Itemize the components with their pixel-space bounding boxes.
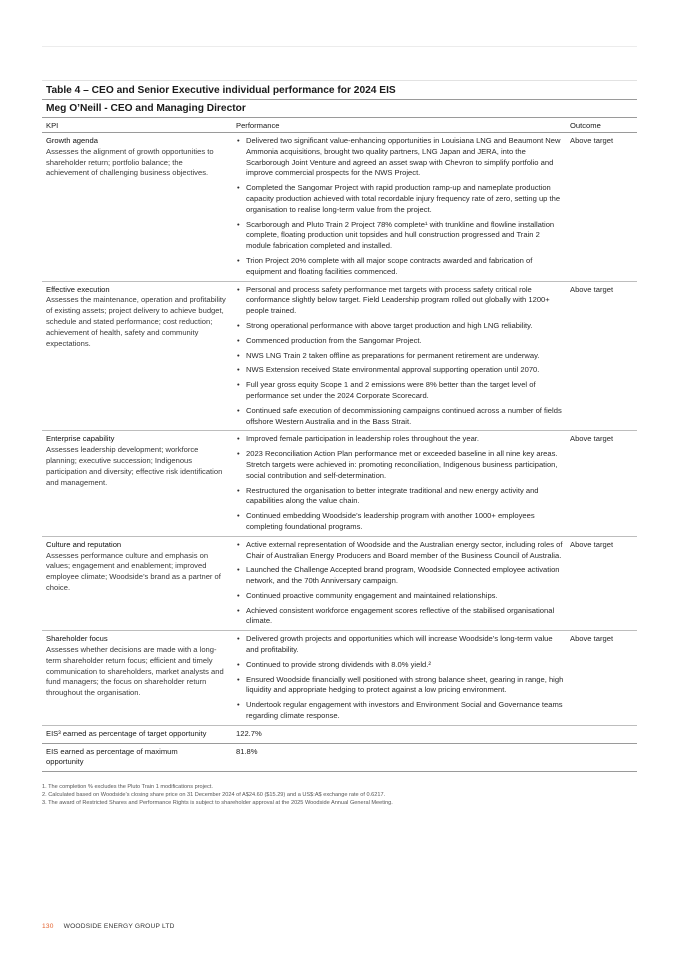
summary-blank [570,747,637,769]
summary-label: EIS³ earned as percentage of target opportunity [46,728,207,738]
performance-item: • Restructured the organisation to better integrate traditional and new energy activity and capabilities along the value chain. [236,486,564,508]
performance-item: • NWS LNG Train 2 taken offline as preparations for permanent retirement are underway. [236,351,564,362]
kpi-description: Assesses whether decisions are made with a long-term shareholder return focus; efficient and timely communication to shareholders, market analysts and fund managers; the focus on shareholder return throughout the organisation. [46,645,224,698]
footnote: 1. The completion % excludes the Pluto Train 1 modifications project. [42,784,213,791]
summary-blank [570,729,637,740]
table-row [42,133,637,282]
performance-list [236,434,564,532]
kpi-title: Enterprise capability [46,434,115,444]
header-kpi: KPI [46,121,59,130]
page-footer [42,923,175,930]
table-header [42,118,637,133]
outcome-cell: Above target [570,634,614,644]
performance-item: • Delivered growth projects and opportunities which will increase Woodside’s long-term value and profitability. [236,634,564,656]
outcome-cell: Above target [570,434,614,444]
footnote: 2. Calculated based on Woodside’s closing share price on 31 December 2024 of A$24.60 ($15.29) and a US$:A$ exchange rate of 0.6217. [42,792,386,799]
kpi-cell [42,540,236,628]
performance-cell [236,434,570,532]
performance-item: • NWS Extension received State environmental approval supporting operation until 2070. [236,365,564,376]
table-row [42,282,637,432]
kpi-description: Assesses performance culture and emphasis on values; engagement and enablement; improved employee climate; Woodside’s brand as a partner of choice. [46,550,221,592]
performance-item: • Personal and process safety performance met targets with process safety critical role conformance slightly below target. Field Leadership program rolled out globally with 1200+ people trained. [236,285,564,317]
performance-item: • Undertook regular engagement with investors and Environment Social and Governance teams regarding climate response. [236,700,564,722]
kpi-description: Assesses the alignment of growth opportunities to shareholder return; portfolio balance; the achievement of challenging business objectives. [46,146,214,178]
performance-item: • Ensured Woodside financially well positioned with strong balance sheet, gearing in range, high liquidity and appropriate hedging to protect against a low pricing environment. [236,675,564,697]
performance-item: • Delivered two significant value-enhancing opportunities in Louisiana LNG and Beaumont New Ammonia acquisitions, brought two quality partners, LNG Japan and JERA, into the Scarborough Joint Venture and agreed an asset swap with Chevron to simplify portfolio and improve commercial prospects for the NWS Project. [236,136,564,179]
summary-label: EIS earned as percentage of maximum opportunity [46,746,178,767]
performance-item: • 2023 Reconciliation Action Plan performance met or exceeded baseline in all nine key areas. Stretch targets were achieved in: promoting reconciliation, Indigenous business participation, social contribution and self-determination. [236,449,564,481]
performance-item: • Continued proactive community engagement and maintained relationships. [236,591,564,602]
company-name: WOODSIDE ENERGY GROUP LTD [63,923,175,930]
kpi-cell [42,285,236,428]
performance-cell [236,634,570,722]
performance-item: • Launched the Challenge Accepted brand program, Woodside Connected employee activation network, and the 70th Anniversary campaign. [236,565,564,587]
table-row [42,537,637,632]
performance-table-section [42,80,637,807]
performance-item: • Continued embedding Woodside’s leadership program with another 1000+ employees completing foundational programs. [236,511,564,533]
kpi-description: Assesses the maintenance, operation and profitability of existing assets; project delivery to achieve budget, schedule and stated performance; cost reduction; achievement of health, safety and community expectations. [46,295,226,348]
kpi-cell [42,136,236,278]
summary-value: 81.8% [236,746,258,756]
kpi-cell [42,634,236,722]
kpi-cell [42,434,236,532]
performance-item: • Continued safe execution of decommissioning campaigns continued across a number of fields offshore Western Australia and in the Bass Strait. [236,406,564,428]
performance-list [236,285,564,428]
performance-item: • Active external representation of Woodside and the Australian energy sector, including roles of Chair of Australian Energy Producers and Board member of the Business Council of Australia. [236,540,564,562]
performance-list [236,136,564,278]
performance-list [236,634,564,722]
performance-cell [236,136,570,278]
performance-item: • Continued to provide strong dividends with 8.0% yield.² [236,660,564,671]
performance-item: • Full year gross equity Scope 1 and 2 emissions were 8% better than the target level of performance set under the 2024 Corporate Scorecard. [236,380,564,402]
summary-row-maximum [42,744,637,773]
performance-item: • Strong operational performance with above target production and high LNG reliability. [236,321,564,332]
performance-item: • Scarborough and Pluto Train 2 Project 78% complete¹ with trunkline and flowline installation complete, floating production unit topsides and hull construction progressed and Train 2 module fabrication completed and installed. [236,220,564,252]
table-row [42,431,637,536]
footnote: 3. The award of Restricted Shares and Performance Rights is subject to shareholder approval at the 2025 Woodside Annual General Meeting. [42,800,393,807]
outcome-cell: Above target [570,284,614,294]
performance-item: • Commenced production from the Sangomar Project. [236,336,564,347]
page-number: 130 [42,923,54,930]
performance-cell [236,285,570,428]
performance-cell [236,540,570,628]
kpi-title: Culture and reputation [46,539,122,549]
executive-name: Meg O’Neill - CEO and Managing Director [42,100,637,118]
performance-item: • Achieved consistent workforce engagement scores reflective of the stabilised organisational climate. [236,606,564,628]
outcome-cell: Above target [570,136,614,145]
outcome-cell: Above target [570,539,614,549]
kpi-title: Growth agenda [46,136,98,145]
kpi-description: Assesses leadership development; workforce planning; executive succession; Indigenous participation and diversity; effective risk identification and management. [46,445,223,487]
summary-value: 122.7% [236,728,262,738]
footnotes [42,783,637,807]
performance-list [236,540,564,628]
header-outcome: Outcome [570,121,601,130]
performance-item: • Improved female participation in leadership roles throughout the year. [236,434,564,445]
table-row [42,631,637,726]
header-performance: Performance [236,121,280,130]
top-rule [42,46,637,47]
performance-item: • Trion Project 20% complete with all major scope contracts awarded and fabrication of equipment and floating facilities commenced. [236,256,564,278]
performance-item: • Completed the Sangomar Project with rapid production ramp-up and nameplate production capacity production achieved with total recordable injury frequency rate of zero, setting up the organisation to realise long-term value from the project. [236,183,564,215]
summary-row-target [42,726,637,744]
table-title: Table 4 – CEO and Senior Executive individual performance for 2024 EIS [42,81,637,100]
kpi-title: Shareholder focus [46,634,108,644]
kpi-title: Effective execution [46,284,110,294]
